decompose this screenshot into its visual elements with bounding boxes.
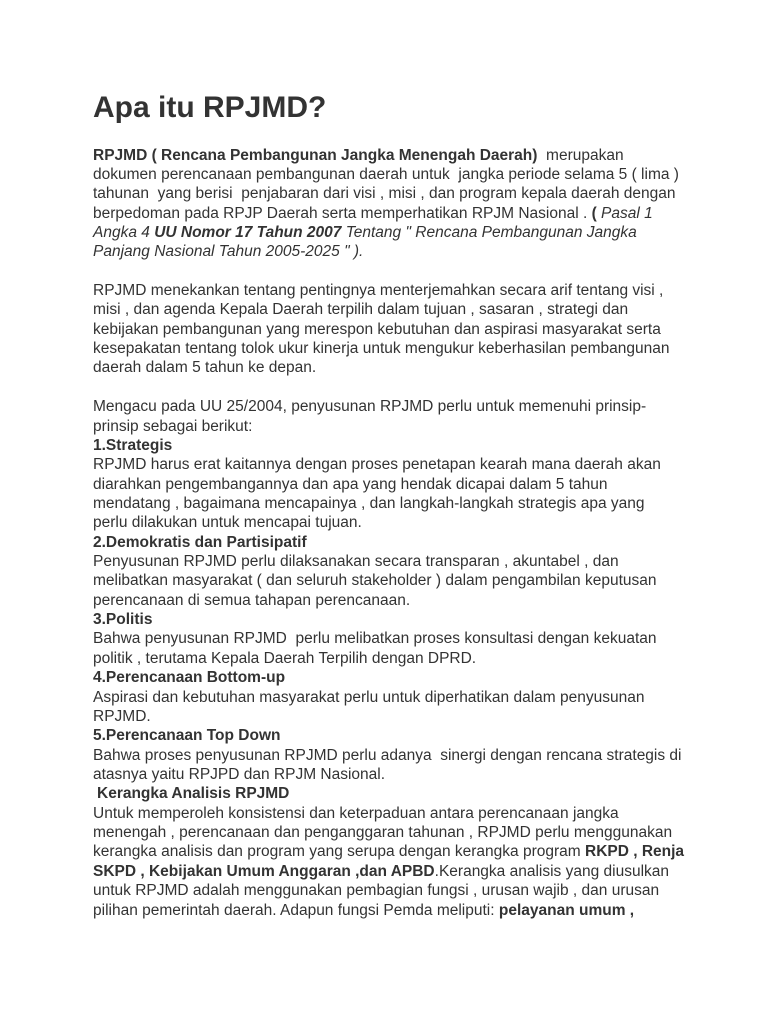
text-line: perencanaan di semua tahapan perencanaan. xyxy=(93,591,411,609)
text-line: RPJMD. xyxy=(93,707,151,725)
text-line: RPJMD menekankan tentang pentingnya menterjemahkan secara arif tentang visi , xyxy=(93,282,664,300)
text-line: politik , terutama Kepala Daerah Terpilih dengan DPRD. xyxy=(93,649,477,667)
text-line: prinsip sebagai berikut: xyxy=(93,417,253,435)
paragraph-spacer xyxy=(93,262,753,281)
document-body xyxy=(93,146,753,920)
principle-item xyxy=(93,726,753,784)
text-run: kerangka analisis dan program yang serupa dengan kerangka program xyxy=(93,843,585,861)
citation-text: Tentang " Rencana Pembangunan Jangka xyxy=(341,223,637,241)
text-line: kesepakatan tentang tolok ukur kinerja untuk mengukur keberhasilan pembangunan xyxy=(93,340,670,358)
text-line xyxy=(93,204,753,223)
principle-heading: 3.Politis xyxy=(93,611,153,629)
principle-heading: 1.Strategis xyxy=(93,436,173,454)
text-line: perlu dilakukan untuk mencapai tujuan. xyxy=(93,514,362,532)
law-reference: UU Nomor 17 Tahun 2007 xyxy=(154,223,342,241)
paragraph-spacer xyxy=(93,378,753,397)
program-reference: SKPD , Kebijakan Umum Anggaran ,dan APBD xyxy=(93,862,435,880)
function-term: pelayanan umum , xyxy=(498,901,635,919)
text-line: mendatang , bagaimana mencapainya , dan langkah-langkah strategis apa yang xyxy=(93,494,645,512)
principle-heading: 2.Demokratis dan Partisipatif xyxy=(93,533,307,551)
text-line: Bahwa proses penyusunan RPJMD perlu adanya sinergi dengan rencana strategis di xyxy=(93,746,682,764)
text-line: melibatkan masyarakat ( dan seluruh stakeholder ) dalam pengambilan keputusan xyxy=(93,572,657,590)
text-run: pilihan pemerintah daerah. Adapun fungsi Pemda meliputi: xyxy=(93,901,499,919)
program-reference: RKPD , Renja xyxy=(585,843,685,861)
principles-section xyxy=(93,397,753,784)
text-line: daerah dalam 5 tahun ke depan. xyxy=(93,359,317,377)
text-line: Penyusunan RPJMD perlu dilaksanakan secara transparan , akuntabel , dan xyxy=(93,553,619,571)
principle-heading: 4.Perencanaan Bottom-up xyxy=(93,669,286,687)
text-line: Bahwa penyusunan RPJMD perlu melibatkan proses konsultasi dengan kekuatan xyxy=(93,630,657,648)
text-line: diarahkan pengembangannya dan apa yang hendak dicapai dalam 5 tahun xyxy=(93,475,608,493)
text-line: dokumen perencanaan pembangunan daerah untuk jangka periode selama 5 ( lima ) xyxy=(93,165,679,183)
definition-term: RPJMD ( Rencana Pembangunan Jangka Menengah Daerah) xyxy=(93,146,538,164)
text-line: Aspirasi dan kebutuhan masyarakat perlu untuk diperhatikan dalam penyusunan xyxy=(93,688,645,706)
text-line xyxy=(93,146,753,165)
text-run: .Kerangka analisis yang diusulkan xyxy=(434,862,670,880)
text-run: merupakan xyxy=(537,146,624,164)
text-line: misi , dan agenda Kepala Daerah terpilih dalam tujuan , sasaran , strategi dan xyxy=(93,301,629,319)
text-line xyxy=(93,842,753,861)
citation-text: Angka 4 xyxy=(93,223,155,241)
text-line: Untuk memperoleh konsistensi dan keterpaduan antara perencanaan jangka xyxy=(93,804,619,822)
text-line: atasnya yaitu RPJPD dan RPJM Nasional. xyxy=(93,766,386,783)
principle-item xyxy=(93,533,753,610)
text-line: kebijakan pembangunan yang merespon kebutuhan dan aspirasi masyarakat serta xyxy=(93,320,661,338)
framework-section xyxy=(93,784,753,920)
text-line: untuk RPJMD adalah menggunakan pembagian fungsi , urusan wajib , dan urusan xyxy=(93,882,660,900)
definition-paragraph xyxy=(93,146,753,262)
citation-text: Pasal 1 xyxy=(601,204,653,222)
emphasis-paragraph xyxy=(93,281,753,378)
text-line xyxy=(93,223,753,242)
principle-heading: 5.Perencanaan Top Down xyxy=(93,727,281,745)
section-heading: Kerangka Analisis RPJMD xyxy=(97,785,290,803)
text-line: menengah , perencanaan dan penganggaran tahunan , RPJMD perlu menggunakan xyxy=(93,824,673,842)
text-line xyxy=(93,901,753,920)
citation-open-paren: ( xyxy=(591,204,602,222)
text-run: berpedoman pada RPJP Daerah serta memperhatikan RPJM Nasional . xyxy=(93,204,592,222)
text-line xyxy=(93,862,753,881)
page-title: Apa itu RPJMD? xyxy=(93,91,327,124)
text-line: tahunan yang berisi penjabaran dari visi , misi , dan program kepala daerah dengan xyxy=(93,185,676,203)
text-line: RPJMD harus erat kaitannya dengan proses penetapan kearah mana daerah akan xyxy=(93,456,661,474)
text-line: Mengacu pada UU 25/2004, penyusunan RPJMD perlu untuk memenuhi prinsip- xyxy=(93,398,647,416)
principle-item xyxy=(93,610,753,668)
citation-line: Panjang Nasional Tahun 2005-2025 " ). xyxy=(93,243,364,261)
principle-item xyxy=(93,436,753,533)
principle-item xyxy=(93,668,753,726)
